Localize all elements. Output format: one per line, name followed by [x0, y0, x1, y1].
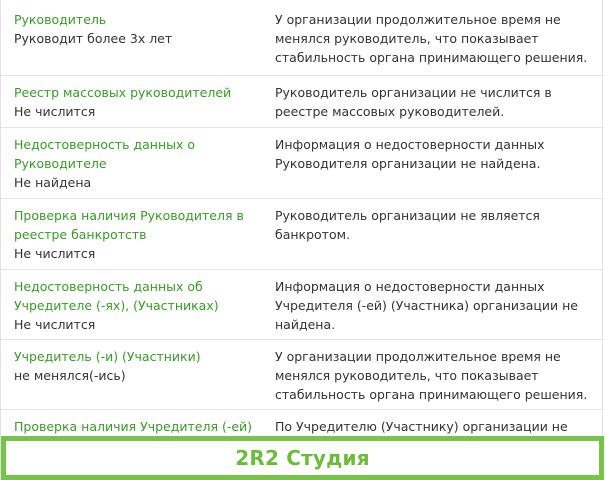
row-label-cell	[14, 10, 254, 48]
row-value: Руководит более 3х лет	[14, 31, 173, 46]
row-description: По Учредителю (Участнику) организации не	[275, 419, 568, 434]
row-label: Руководитель	[14, 12, 107, 27]
table-row	[1, 199, 602, 270]
banner-text: 2R2 Студия	[235, 446, 370, 470]
row-label: Проверка наличия Учредителя (-ей)	[14, 419, 253, 434]
row-description-cell	[275, 206, 593, 244]
row-value: Не числится	[14, 104, 96, 119]
studio-banner	[1, 436, 604, 480]
row-description: У организации продолжительное время не менялся руководитель, что показывает стабильность органа принимающего решения.	[275, 349, 588, 402]
row-value: Не найдена	[14, 175, 92, 190]
row-label: Недостоверность данных об Учредителе (-ях), (Участниках)	[14, 279, 219, 313]
row-description: Руководитель организации не является банкротом.	[275, 208, 540, 242]
row-description: Руководитель организации не числится в реестре массовых руководителей.	[275, 85, 552, 119]
table-row	[1, 128, 602, 199]
row-label: Недостоверность данных о Руководителе	[14, 137, 196, 171]
row-description-cell	[275, 135, 593, 173]
row-label: Проверка наличия Руководителя в реестре банкротств	[14, 208, 244, 242]
table-row	[1, 76, 602, 128]
row-label-cell	[14, 277, 254, 334]
row-value: Не числится	[14, 246, 96, 261]
table-row	[1, 270, 602, 340]
row-description-cell	[275, 277, 593, 334]
row-label: Учредитель (-и) (Участники)	[14, 349, 201, 364]
row-label-cell	[14, 347, 254, 385]
row-label-cell	[14, 417, 254, 436]
row-value: не менялся(-ись)	[14, 368, 126, 383]
row-description-cell	[275, 347, 593, 404]
row-label-cell	[14, 83, 254, 121]
table-row	[1, 340, 602, 410]
row-value: Не числится	[14, 317, 96, 332]
row-description-cell	[275, 417, 593, 436]
row-description: Информация о недостоверности данных Руководителя организации не найдена.	[275, 137, 545, 171]
row-label-cell	[14, 206, 254, 263]
row-description: Информация о недостоверности данных Учредителя (-ей) (Участника) организации не найдена.	[275, 279, 578, 332]
table-row	[1, 0, 602, 76]
row-label-cell	[14, 135, 254, 192]
row-description-cell	[275, 10, 593, 67]
row-description: У организации продолжительное время не менялся руководитель, что показывает стабильность органа принимающего решения.	[275, 12, 588, 65]
row-label: Реестр массовых руководителей	[14, 85, 232, 100]
row-description-cell	[275, 83, 593, 121]
